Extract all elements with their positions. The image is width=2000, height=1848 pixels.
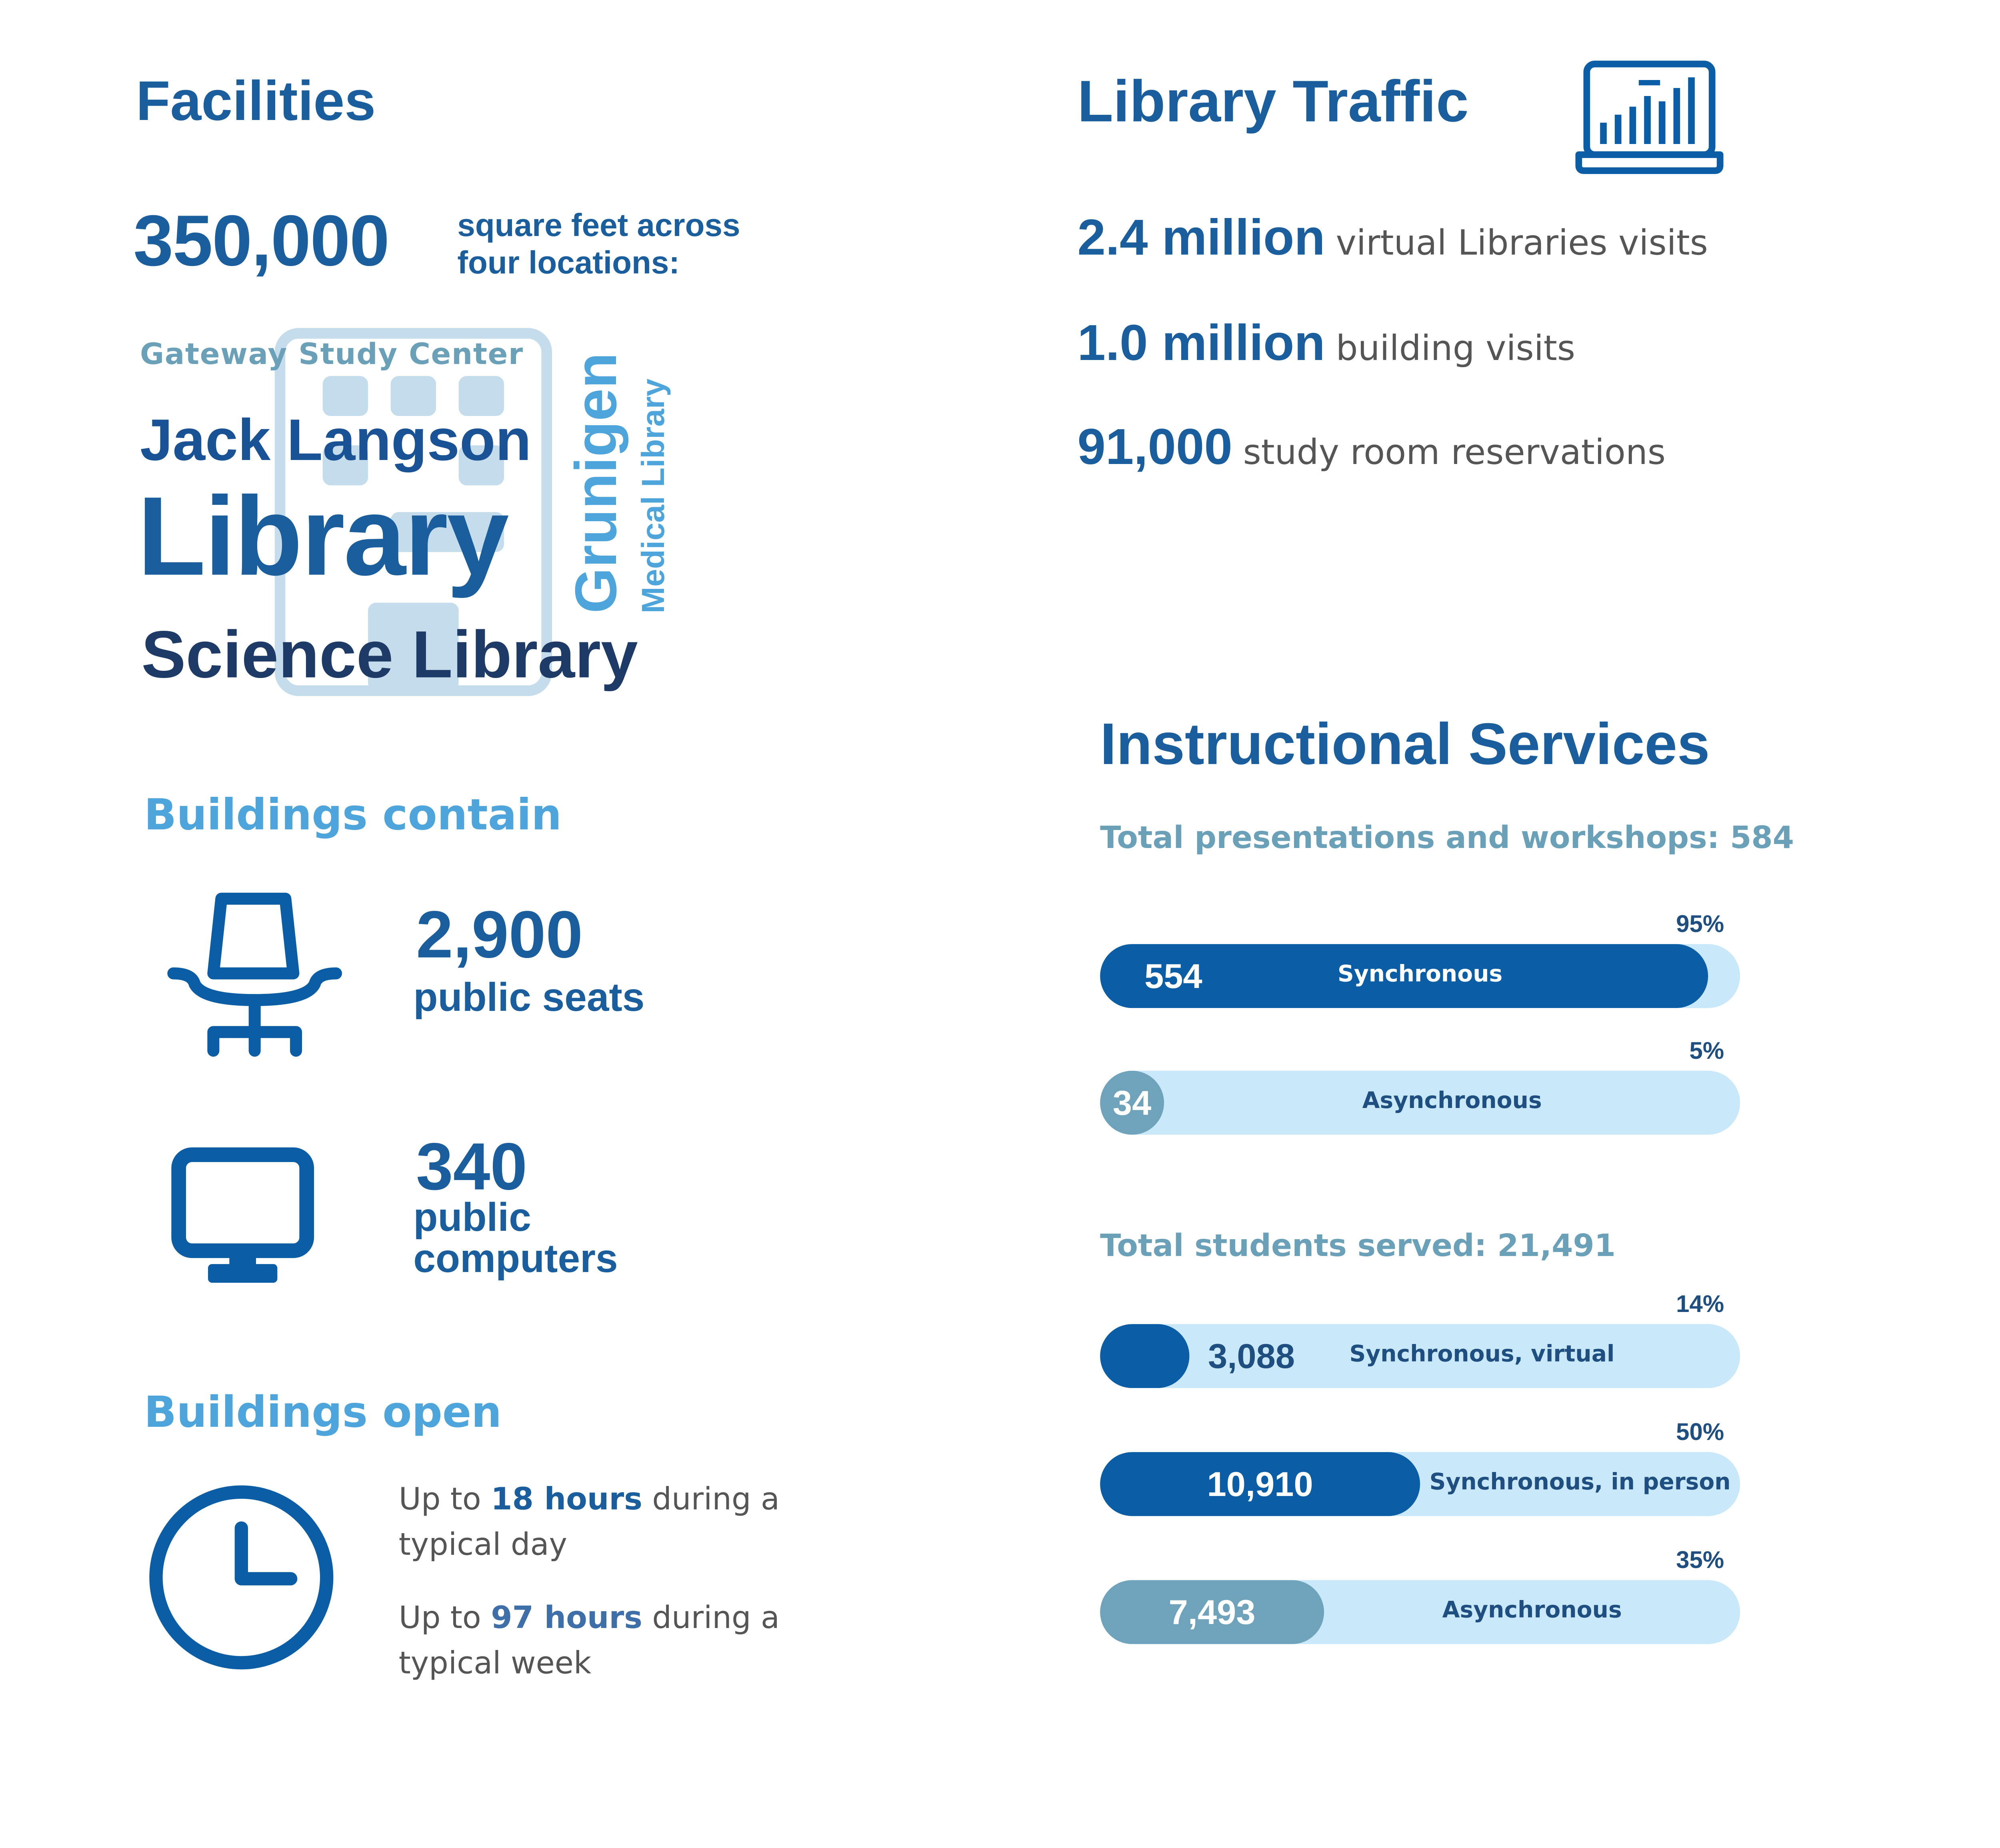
location-grunigen: Grunigen (564, 352, 630, 614)
buildings-open-heading: Buildings open (144, 1386, 502, 1438)
bar-track (1100, 1071, 1740, 1135)
bar-category-label: Asynchronous (1362, 1088, 1542, 1115)
traffic-stat-study-rooms: 91,000 study room reservations (1077, 420, 1666, 476)
computer-icon (171, 1147, 315, 1286)
hours-week: Up to 97 hours during a typical week (398, 1601, 780, 1682)
bar-value-label: 7,493 (1168, 1592, 1256, 1632)
bar-track (1100, 944, 1740, 1008)
bar-percent-label: 95% (1676, 910, 1724, 938)
area-text-line2: four locations: (457, 245, 680, 282)
presentations-total: Total presentations and workshops: 584 (1100, 821, 1794, 856)
seats-value: 2,900 (416, 897, 583, 972)
bar-category-label: Asynchronous (1442, 1597, 1622, 1624)
buildings-contain-heading: Buildings contain (144, 789, 562, 840)
bar-value-label: 3,088 (1208, 1336, 1295, 1376)
bar-category-label: Synchronous, in person (1429, 1469, 1731, 1496)
location-gateway: Gateway Study Center (140, 338, 524, 372)
area-value: 350,000 (133, 201, 389, 282)
chair-icon (163, 885, 347, 1061)
traffic-stat-virtual: 2.4 million virtual Libraries visits (1077, 210, 1708, 267)
bar-category-label: Synchronous, virtual (1349, 1341, 1615, 1368)
computers-label-line1: public (413, 1196, 531, 1240)
bar-category-label: Synchronous (1338, 961, 1503, 988)
laptop-chart-icon (1574, 59, 1726, 176)
clock-icon (144, 1480, 339, 1675)
instruction-title: Instructional Services (1100, 712, 1710, 778)
bar-percent-label: 5% (1689, 1037, 1724, 1064)
students-total: Total students served: 21,491 (1100, 1229, 1616, 1264)
location-library: Library (137, 473, 508, 599)
bar-value-label: 554 (1144, 956, 1202, 996)
computers-label (413, 1197, 618, 1280)
computers-label-line2: computers (413, 1237, 618, 1282)
bar-value-label: 10,910 (1207, 1464, 1313, 1504)
bar-percent-label: 14% (1676, 1290, 1724, 1318)
bar-track (1100, 1324, 1740, 1388)
area-text-line1: square feet across (457, 208, 740, 244)
area-text (457, 208, 740, 283)
bar-fill (1100, 1324, 1189, 1388)
bar-track (1100, 1580, 1740, 1644)
bar-percent-label: 50% (1676, 1418, 1724, 1446)
bar-value-label: 34 (1112, 1082, 1152, 1123)
computers-value: 340 (416, 1129, 528, 1204)
hours-day-value: 18 hours (491, 1482, 642, 1518)
traffic-title: Library Traffic (1077, 69, 1469, 135)
location-science: Science Library (141, 617, 638, 692)
bar-track (1100, 1452, 1740, 1516)
bar-percent-label: 35% (1676, 1546, 1724, 1574)
location-jack-langson: Jack Langson (140, 408, 532, 474)
hours-day: Up to 18 hours during a typical day (398, 1482, 780, 1563)
hours-week-value: 97 hours (491, 1601, 642, 1636)
location-medical: Medical Library (636, 378, 672, 614)
traffic-stat-building: 1.0 million building visits (1077, 316, 1576, 372)
facilities-title: Facilities (136, 69, 376, 132)
seats-label: public seats (413, 976, 645, 1020)
